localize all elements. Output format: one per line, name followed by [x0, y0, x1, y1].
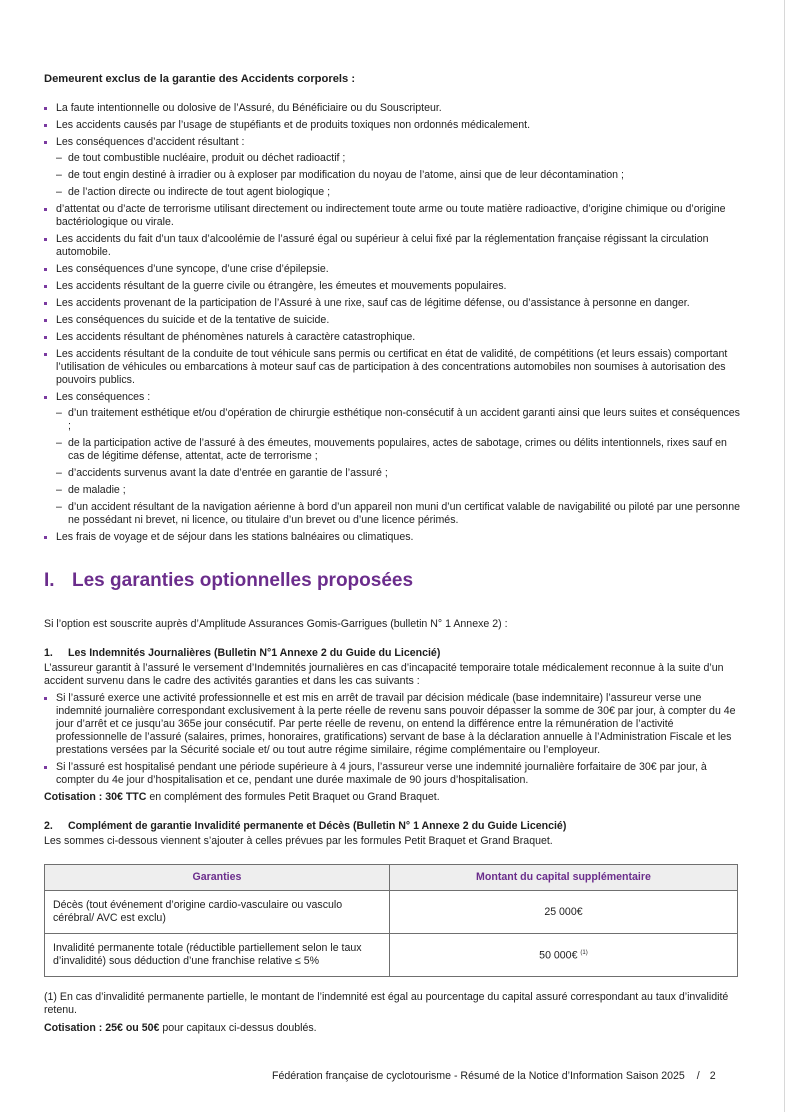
list-item: [44, 136, 744, 199]
list-item: [44, 314, 744, 327]
list-item-text: Les accidents provenant de la participation de l’Assuré à une rixe, sauf cas de légitime défense, ou d’assistance à personne en danger.: [56, 297, 690, 309]
list-item-text: Les accidents résultant de la conduite de tout véhicule sans permis ou certificat en état de validité, de compétitions (et leurs essais) comportant l’utilisation de véhicules ou embarcations à moteur sauf cas de participation à des concentrations automobiles non soumises à autorisation des pouvoirs publics.: [56, 348, 728, 386]
list-item-text: Les accidents du fait d’un taux d’alcoolémie de l’assuré égal ou supérieur à celui fixé par la réglementation française régissant la circulation automobile.: [56, 233, 709, 258]
list-item: [44, 692, 744, 757]
sub-list-item: [56, 152, 744, 165]
sub-list-item: [56, 484, 744, 497]
page-number: 2: [709, 1070, 716, 1082]
footer-separator: /: [696, 1070, 700, 1082]
list-item: [44, 297, 744, 310]
sub-list-item-text: de tout combustible nucléaire, produit ou déchet radioactif ;: [68, 152, 346, 164]
bullet-mark: [44, 766, 47, 769]
page-footer: [272, 1070, 716, 1083]
bullet-mark: [44, 536, 47, 539]
sub-list-item: [56, 407, 744, 433]
sub-list-item: [56, 467, 744, 480]
list-item: [44, 391, 744, 527]
list-item-text: Les accidents résultant de la guerre civile ou étrangère, les émeutes et mouvements populaires.: [56, 280, 507, 292]
bullet-mark: [44, 285, 47, 288]
footnote: (1) En cas d’invalidité permanente partielle, le montant de l’indemnité est égal au pourcentage du capital assuré correspondant au taux d’invalidité retenu.: [44, 991, 729, 1016]
exclusions-heading: Demeurent exclus de la garantie des Accidents corporels :: [44, 73, 356, 85]
exclusions-list: [44, 102, 744, 544]
sub-list-item-text: de maladie ;: [68, 484, 126, 496]
footnote-ref: (1): [580, 950, 588, 957]
table-row: [45, 934, 738, 977]
dash-mark: –: [56, 186, 62, 198]
dash-mark: –: [56, 169, 62, 181]
list-item: [44, 331, 744, 344]
list-item: [44, 102, 744, 115]
bullet-mark: [44, 268, 47, 271]
amount-value: 50 000€: [539, 949, 578, 962]
bullet-mark: [44, 124, 47, 127]
invalidity-contribution-label: Cotisation : 25€ ou 50€: [44, 1022, 160, 1034]
section-title: [44, 570, 744, 592]
list-item: [44, 761, 744, 787]
invalidity-heading: [44, 820, 744, 833]
sub-list-item-text: d’un traitement esthétique et/ou d’opération de chirurgie esthétique non-consécutif à un accident garanti ainsi que leurs suites et conséquences ;: [68, 407, 740, 432]
bullet-mark: [44, 697, 47, 700]
bullet-mark: [44, 396, 47, 399]
sub-list-item: [56, 501, 744, 527]
dash-mark: –: [56, 152, 62, 164]
bullet-mark: [44, 336, 47, 339]
dash-mark: –: [56, 437, 62, 449]
daily-heading: [44, 647, 744, 660]
invalidity-contribution: [44, 1022, 744, 1035]
sub-list: [56, 407, 744, 527]
daily-list: [44, 692, 744, 787]
list-item: [44, 531, 744, 544]
invalidity-number: 2.: [44, 820, 53, 832]
bullet-mark: [44, 319, 47, 322]
bullet-mark: [44, 238, 47, 241]
invalidity-contribution-rest: pour capitaux ci-dessus doublés.: [159, 1022, 317, 1034]
list-item: [44, 348, 744, 387]
daily-contribution-rest: en complément des formules Petit Braquet ou Grand Braquet.: [146, 791, 440, 803]
list-item-text: Les conséquences :: [56, 391, 151, 403]
list-item-text: Les frais de voyage et de séjour dans les stations balnéaires ou climatiques.: [56, 531, 414, 543]
daily-contribution: [44, 791, 744, 804]
list-item-text: Les accidents causés par l’usage de stupéfiants et de produits toxiques non ordonnés médicalement.: [56, 119, 531, 131]
document-body: [44, 73, 744, 1035]
bullet-mark: [44, 141, 47, 144]
amount-value: 25 000€: [544, 905, 583, 918]
table-header-amount: Montant du capital supplémentaire: [389, 865, 737, 891]
bullet-mark: [44, 353, 47, 356]
table-cell-amount: [389, 891, 737, 934]
sub-list-item-text: de l’action directe ou indirecte de tout agent biologique ;: [68, 186, 331, 198]
list-item-text: La faute intentionnelle ou dolosive de l’Assuré, du Bénéficiaire ou du Souscripteur.: [56, 102, 442, 114]
list-item: [44, 119, 744, 132]
list-item: [44, 263, 744, 276]
section-intro: Si l’option est souscrite auprès d’Amplitude Assurances Gomis-Garrigues (bulletin N° 1 Annexe 2) :: [44, 618, 508, 630]
list-item-text: Les conséquences d’accident résultant :: [56, 136, 245, 148]
footer-text: Fédération française de cyclotourisme - Résumé de la Notice d’Information Saison 2025: [272, 1070, 685, 1082]
table-cell-amount: [389, 934, 737, 977]
list-item-text: Les accidents résultant de phénomènes naturels à caractère catastrophique.: [56, 331, 416, 343]
dash-mark: –: [56, 501, 62, 513]
list-item-text: Si l’assuré exerce une activité professionnelle et est mis en arrêt de travail par décision médicale (base indemnitaire) l’assureur verse une indemnité journalière correspondant exclusivement à la perte réelle de revenu sans pouvoir dépasser la somme de 30€ par jour, à compter du 4e jour d’arrêt et ce jusqu’au 365e jour consécutif. Par perte réelle de revenu, on entend la différence entre la rémunération de l’activité professionnelle de l’assuré (salaires, primes, honoraires, gratifications) servant de base à la déclaration annuelle à l’Administration Fiscale et les prestations versées par la Sécurité sociale et/ ou tout autre régime similaire, régime complémentaire ou l’employeur.: [56, 692, 736, 756]
list-item-text: Les conséquences d’une syncope, d’une crise d’épilepsie.: [56, 263, 329, 275]
list-item: [44, 233, 744, 259]
sub-list-item-text: d’accidents survenus avant la date d’entrée en garantie de l’assuré ;: [68, 467, 388, 479]
list-item-text: Si l’assuré est hospitalisé pendant une période supérieure à 4 jours, l’assureur verse une indemnité journalière forfaitaire de 30€ par jour, à compter du 4e jour d’hospitalisation et ce, pendant une durée maximale de 90 jours d’hospitalisation.: [56, 761, 707, 786]
sub-list: [56, 152, 744, 199]
table-header-row: [45, 865, 738, 891]
list-item: [44, 280, 744, 293]
daily-title: Les Indemnités Journalières (Bulletin N°1 Annexe 2 du Guide du Licencié): [68, 647, 441, 659]
daily-intro: L’assureur garantit à l’assuré le versement d’Indemnités journalières en cas d’incapacité temporaire totale médicalement reconnue à la suite d’un accident survenu dans le cadre des activités garanties et dans les cas suivants :: [44, 662, 724, 687]
daily-contribution-label: Cotisation : 30€ TTC: [44, 791, 147, 803]
list-item: [44, 203, 744, 229]
dash-mark: –: [56, 407, 62, 419]
table-cell-guarantee: Invalidité permanente totale (réductible partiellement selon le taux d’invalidité) sous déduction d’une franchise relative ≤ 5%: [45, 934, 390, 977]
invalidity-intro: Les sommes ci-dessous viennent s’ajouter à celles prévues par les formules Petit Braquet et Grand Braquet.: [44, 835, 553, 847]
sub-list-item: [56, 169, 744, 182]
section-number: I.: [44, 570, 55, 591]
list-item-text: Les conséquences du suicide et de la tentative de suicide.: [56, 314, 330, 326]
bullet-mark: [44, 302, 47, 305]
dash-mark: –: [56, 467, 62, 479]
bullet-mark: [44, 107, 47, 110]
bullet-mark: [44, 208, 47, 211]
table-header-guarantees: Garanties: [45, 865, 390, 891]
table-cell-guarantee: Décès (tout événement d’origine cardio-vasculaire ou vasculo cérébral/ AVC est exclu): [45, 891, 390, 934]
guarantees-table: [44, 864, 738, 977]
sub-list-item-text: d’un accident résultant de la navigation aérienne à bord d’un appareil non muni d’un certificat valable de navigabilité ou piloté par une personne ne possédant ni brevet, ni licence, ou titulaire d’un brevet ou d’une licence périmés.: [68, 501, 740, 526]
sub-list-item-text: de la participation active de l’assuré à des émeutes, mouvements populaires, actes de sabotage, crimes ou délits intentionnels, rixes sauf en cas de légitime défense, attentat, acte de terrorisme ;: [68, 437, 727, 462]
sub-list-item: [56, 186, 744, 199]
dash-mark: –: [56, 484, 62, 496]
table-row: [45, 891, 738, 934]
section-title-text: Les garanties optionnelles proposées: [72, 570, 414, 591]
sub-list-item-text: de tout engin destiné à irradier ou à exploser par modification du noyau de l’atome, ainsi que de leur décontamination ;: [68, 169, 624, 181]
list-item-text: d’attentat ou d’acte de terrorisme utilisant directement ou indirectement toute arme ou toute matière radioactive, d’origine chimique ou d’origine bactériologique ou virale.: [56, 203, 726, 228]
daily-number: 1.: [44, 647, 53, 659]
invalidity-title: Complément de garantie Invalidité permanente et Décès (Bulletin N° 1 Annexe 2 du Guide Licencié): [68, 820, 567, 832]
sub-list-item: [56, 437, 744, 463]
